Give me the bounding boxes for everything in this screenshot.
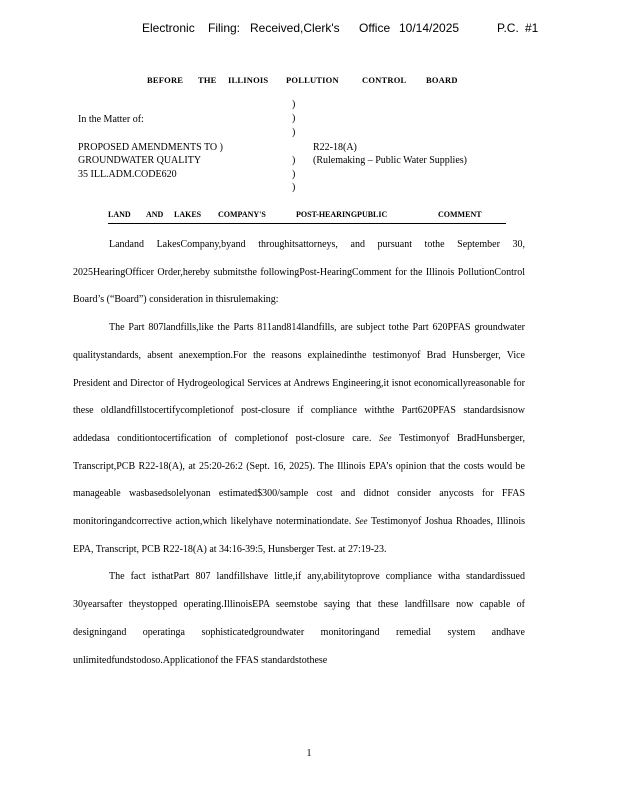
title-word: AND [146, 210, 164, 219]
court-word: POLLUTION [286, 75, 339, 85]
docket-number: R22-18(A) [313, 142, 357, 153]
header-date: 10/14/2025 [399, 21, 460, 35]
rulemaking-type: (Rulemaking – Public Water Supplies) [313, 155, 467, 166]
caption-paren: ) [292, 155, 296, 166]
page-number: 1 [306, 748, 312, 759]
court-word: THE [198, 75, 217, 85]
caption-paren: ) [292, 99, 296, 110]
header-pc-number: #1 [525, 21, 539, 35]
court-word: ILLINOIS [228, 75, 269, 85]
court-word: CONTROL [362, 75, 407, 85]
court-word: BOARD [426, 75, 458, 85]
paragraph-text: Testimonyof Joshua Rhoades, Illinois EPA, Transcript, PCB R22-18(A) at 34:16-39:5, Hunsberger Test. at 27:19-23. [73, 516, 525, 555]
header-received: Received,Clerk's [250, 21, 340, 35]
in-the-matter: In the Matter of: [78, 114, 144, 125]
paragraph-intro: Landand LakesCompany,byand throughitsattorneys, and pursuant tothe September 30, 2025HearingOfficer Order,hereby submitsthe followingPost-HearingComment for the Illinois PollutionControl Board’s (“Board”) consideration in thisrulemaking: [73, 239, 525, 306]
caption-paren: ) [292, 169, 296, 180]
paragraph-testimony [73, 314, 525, 563]
title-word: LAKES [174, 210, 202, 219]
see-signal: See [354, 516, 368, 527]
title-word: COMMENT [438, 210, 482, 219]
comment-body [73, 231, 525, 674]
paragraph-text: Testimonyof BradHunsberger, Transcript,PCB R22-18(A), at 25:20-26:2 (Sept. 16, 2025). The Illinois EPA’s opinion that the costs would be manageable wasbasedsolelyonan estimated$300/sample cost and didnot consider anycosts for FFAS monitoringandcorrective action,which likelyhave noterminationdate. [73, 432, 525, 528]
header-office: Office [359, 21, 391, 35]
title-word: LAND [108, 210, 131, 219]
court-word: BEFORE [147, 75, 184, 85]
comment-title [108, 210, 506, 224]
caption-line: PROPOSED AMENDMENTS TO ) [78, 142, 223, 153]
caption-paren: ) [292, 182, 296, 193]
see-signal: See [378, 432, 392, 443]
header-filing-type: Electronic [142, 21, 195, 35]
title-word: POST-HEARINGPUBLIC [296, 210, 388, 219]
caption-line: 35 ILL.ADM.CODE620 [78, 169, 177, 180]
paragraph-facts: The fact isthatPart 807 landfillshave little,if any,abilitytoprove compliance witha standardissued 30yearsafter theystopped operating.IllinoisEPA seemstobe saying that these landfillsare now capable of designingand operatinga sophisticatedgroundwater monitoringand remedial system andhave unlimitedfundstodoso.Applicationof the FFAS standardstothese [73, 571, 525, 666]
caption-paren: ) [292, 113, 296, 124]
caption-paren: ) [292, 127, 296, 138]
title-word: COMPANY'S [218, 210, 266, 219]
header-filing: Filing: [208, 21, 241, 35]
header-pc: P.C. [497, 21, 519, 35]
paragraph-text: The Part 807landfills,like the Parts 811and814landfills, are subject tothe Part 620PFAS groundwater qualitystandards, absent anexemption.For the reasons explainedinthe testimonyof Brad Hunsberger, Vice President and Director of Hydrogeological Services at Andrews Engineering,it isnot economicallyreasonable for these oldlandfillstocertifycompletionof post-closure if compliance withthe Part620PFAS standardsisnow addedasa conditiontocertification of completionof post-closure care. [73, 322, 525, 444]
caption-line: GROUNDWATER QUALITY [78, 155, 202, 166]
